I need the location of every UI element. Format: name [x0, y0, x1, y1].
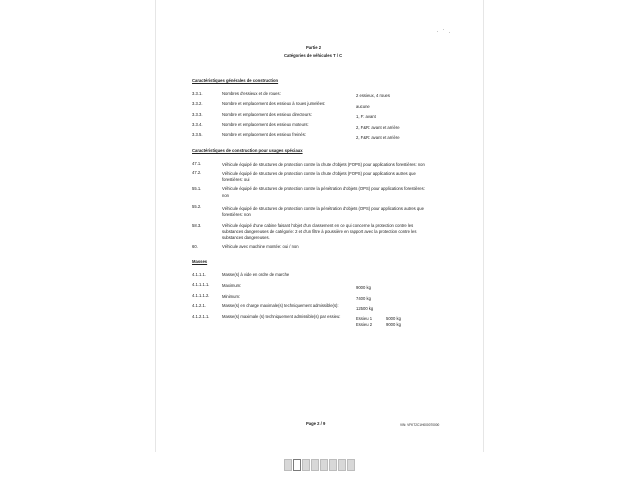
- axle-value: 9000 kg: [386, 322, 401, 327]
- row-number: 4.1.1.1.2.: [192, 293, 210, 298]
- row-value: aucune: [356, 104, 370, 109]
- row-number: 3.3.1.: [192, 91, 203, 96]
- row-number: 4.1.2.1.1.: [192, 314, 210, 319]
- row-text: non: [222, 193, 229, 198]
- first-page-button[interactable]: [284, 459, 292, 471]
- row-label: Nombre et emplacement des essieux à roues jumelées:: [222, 101, 326, 106]
- row-value: 12500 kg: [356, 306, 374, 311]
- document-page: [155, 0, 484, 452]
- row-number: 58.3.: [192, 223, 202, 228]
- row-label: Nombres d'essieux et de roues:: [222, 91, 281, 96]
- row-text: Véhicule équipé de structures de protection contre la chute d'objets (FOPS) pour applications forestières: non: [222, 162, 425, 167]
- row-text: Véhicule équipé d'une cabine faisant l'objet d'un classement en ce qui concerne la protection contre les: [222, 223, 414, 228]
- row-number: 55.1.: [192, 186, 202, 191]
- axle-label: Essieu 1: [356, 316, 373, 321]
- row-label: Masse(s) maximale (s) techniquement admissible(s) par essieu:: [222, 314, 341, 319]
- row-text: substances dangereuses de catégorie: 2 et d'un filtre à poussière en rapport avec la protection contre les: [222, 229, 417, 234]
- row-label: Maximum:: [222, 283, 242, 288]
- row-value: 2 essieux, 4 roues: [356, 93, 390, 98]
- scan-speck: [449, 32, 450, 33]
- row-number: 4.1.2.1.: [192, 303, 206, 308]
- row-number: 4.1.1.1.: [192, 272, 206, 277]
- row-value: 7400 kg: [356, 296, 371, 301]
- row-label: Minimum:: [222, 294, 241, 299]
- row-number: 3.3.5.: [192, 132, 203, 137]
- row-number: 4.1.1.1.1.: [192, 282, 210, 287]
- row-value: 2, F&R: avant et arrière: [356, 125, 400, 130]
- scan-speck: [437, 31, 438, 32]
- page-navigation-bar: [284, 459, 356, 471]
- row-text: Véhicule avec machine montée: oui / non: [222, 244, 299, 249]
- category-heading: Catégories de véhicules T / C: [284, 53, 343, 58]
- axle-value: 5000 kg: [386, 316, 401, 321]
- row-label: Masse(s) à vide en ordre de marche: [222, 272, 290, 277]
- row-text: Véhicule équipé de structures de protection contre la pénétration d'objets (OPS) pour applications autres que: [222, 206, 424, 211]
- row-value: 2, F&R: avant et arrière: [356, 135, 400, 140]
- last-page-button[interactable]: [347, 459, 355, 471]
- row-label: Nombre et emplacement des essieux moteurs:: [222, 122, 309, 127]
- row-number: 3.3.4.: [192, 122, 203, 127]
- row-number: 47.2.: [192, 170, 202, 175]
- section-title: Caractéristiques générales de construction: [192, 78, 279, 83]
- row-text: Véhicule équipé de structures de protection contre la chute d'objets (FOPS) pour applications autres que: [222, 171, 416, 176]
- row-label: Nombre et emplacement des essieux freinés:: [222, 132, 307, 137]
- page-number: Page 2 / 9: [306, 421, 326, 426]
- part-heading: Partie 2: [306, 45, 322, 50]
- scan-speck: [443, 29, 444, 30]
- next-page-button[interactable]: [338, 459, 346, 471]
- row-text: Véhicule équipé de structures de protection contre la pénétration d'objets (OPS) pour applications forestières:: [222, 186, 425, 191]
- row-text: forestières: non: [222, 212, 251, 217]
- vin-footer: VIN: VFKT2C1H000070000: [400, 423, 440, 427]
- row-label: Nombre et emplacement des essieux directeurs:: [222, 112, 312, 117]
- page-thumbnail[interactable]: [320, 459, 328, 471]
- row-number: 60.: [192, 244, 198, 249]
- row-text: forestières: oui: [222, 177, 250, 182]
- row-text: substances dangereuses.: [222, 235, 270, 240]
- row-value: 9000 kg: [356, 285, 371, 290]
- row-number: 3.3.2.: [192, 101, 203, 106]
- page-thumbnail[interactable]: [302, 459, 310, 471]
- page-thumbnail[interactable]: [329, 459, 337, 471]
- section-title: Masses: [192, 259, 208, 264]
- row-number: 3.3.3.: [192, 112, 203, 117]
- previous-page-button[interactable]: [293, 459, 301, 471]
- row-value: 1, F: avant: [356, 114, 376, 119]
- row-number: 47.1.: [192, 161, 202, 166]
- row-label: Masse(s) en charge maximale(s) techniquement admissible(s):: [222, 303, 339, 308]
- page-thumbnail[interactable]: [311, 459, 319, 471]
- row-number: 55.2.: [192, 204, 202, 209]
- axle-label: Essieu 2: [356, 322, 373, 327]
- section-title: Caractéristiques de construction pour usages spéciaux: [192, 148, 303, 153]
